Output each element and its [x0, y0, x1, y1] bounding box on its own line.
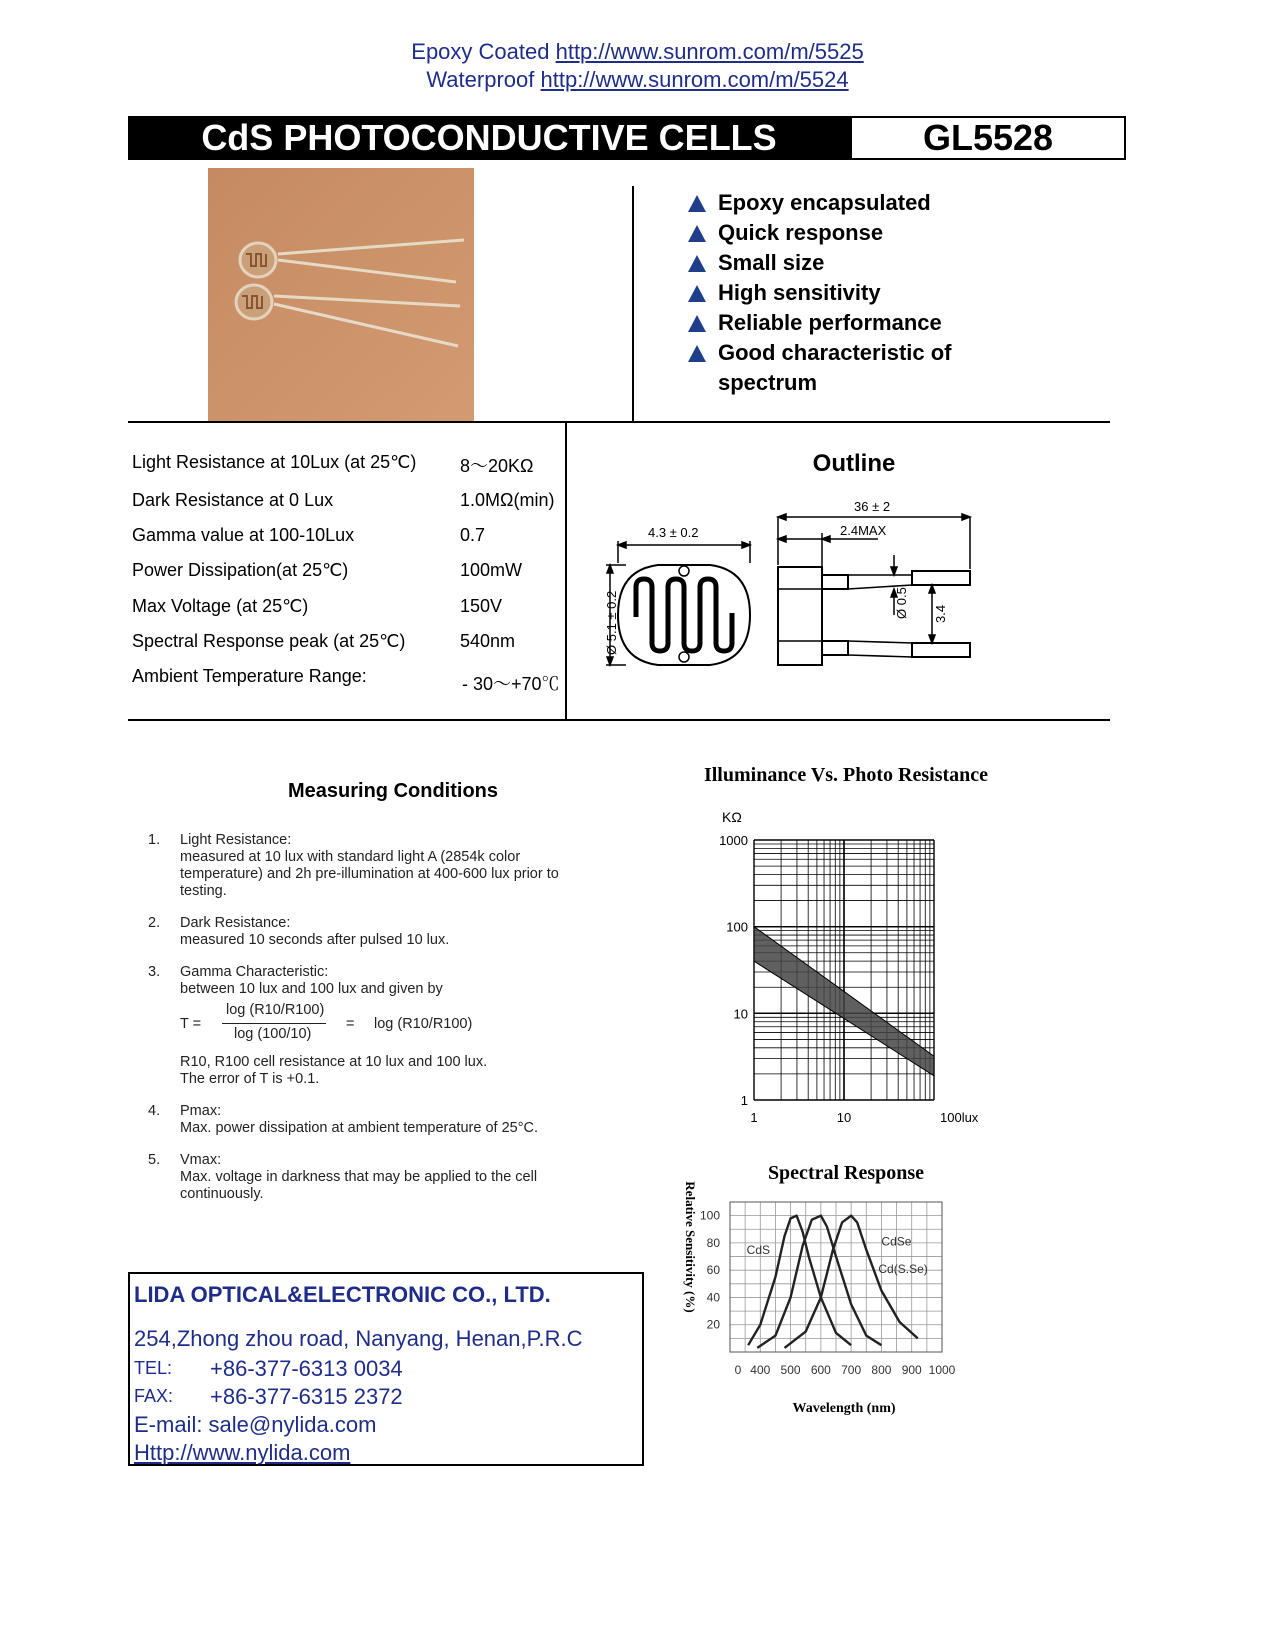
feature-item: High sensitivity: [688, 278, 952, 308]
terminal-hole-bottom: [679, 652, 689, 662]
spec-divider: [565, 422, 567, 720]
spec-row: Power Dissipation(at 25℃) 100mW: [132, 560, 523, 580]
x-tick-label: 600: [810, 1363, 831, 1377]
fraction-bar: [222, 1023, 326, 1024]
gamma-formula: T = log (R10/R100) log (100/10) = log (R10/R100): [180, 1002, 473, 1042]
waterproof-line: [0, 66, 1275, 94]
company-name: LIDA OPTICAL&ELECTRONIC CO., LTD.: [134, 1282, 551, 1307]
spectral-chart: [668, 1181, 1008, 1462]
triangle-bullet-icon: [688, 345, 706, 362]
chart2-title: Spectral Response: [767, 1162, 925, 1184]
spec-row: Dark Resistance at 0 Lux 1.0MΩ(min): [132, 490, 555, 510]
company-website[interactable]: Http://www.nylida.com: [134, 1440, 351, 1465]
feature-list: [688, 188, 952, 398]
x-axis-label: Wavelength (nm): [792, 1401, 896, 1416]
x-tick-label: 700: [841, 1363, 862, 1377]
serpentine-electrode: [636, 579, 732, 651]
triangle-bullet-icon: [688, 195, 706, 212]
feature-item: Good characteristic of: [688, 338, 952, 368]
legend-label: Cd(S.Se): [878, 1261, 928, 1276]
tel-number: +86-377-6313 0034: [210, 1356, 403, 1381]
dim-pitch: 3.4: [933, 604, 948, 623]
triangle-bullet-icon: [688, 315, 706, 332]
dim-diameter: Ø 5.1 ± 0.2: [604, 590, 619, 655]
spec-row: Max Voltage (at 25℃) 150V: [132, 596, 503, 616]
x-tick-label: 400: [750, 1363, 771, 1377]
feature-divider: [632, 186, 634, 422]
fax-number: +86-377-6315 2372: [210, 1384, 403, 1409]
section-rule-1: [128, 421, 1110, 423]
triangle-bullet-icon: [688, 255, 706, 272]
spec-row: Spectral Response peak (at 25℃) 540nm: [132, 631, 516, 651]
measuring-conditions-title: Measuring Conditions: [288, 780, 498, 802]
company-address: 254,Zhong zhou road, Nanyang, Henan,P.R.C: [134, 1326, 583, 1351]
y-tick-label: 60: [706, 1263, 720, 1278]
dim-length: 36 ± 2: [854, 499, 891, 514]
x-tick-label: 1000: [928, 1363, 956, 1377]
part-number: GL5528: [850, 116, 1126, 160]
illuminance-chart: [700, 800, 1000, 1130]
y-tick-label: 20: [706, 1317, 720, 1332]
x-tick-label: 10: [836, 1110, 852, 1125]
company-info: [128, 1272, 644, 1466]
y-tick-label: 80: [706, 1235, 720, 1250]
legend-label: CdS: [746, 1242, 771, 1257]
x-tick-label: 1: [750, 1110, 758, 1125]
measuring-conditions-list: [148, 832, 578, 1218]
y-axis-unit: KΩ: [722, 809, 742, 825]
header-links: [0, 38, 1275, 94]
legend-label: CdSe: [881, 1234, 912, 1249]
page-title: CdS PHOTOCONDUCTIVE CELLS: [128, 116, 850, 160]
feature-item: Small size: [688, 248, 952, 278]
y-tick-label: 100: [726, 919, 748, 935]
x-tick-label: 100lux: [940, 1110, 979, 1125]
outline-drawing: [600, 499, 1010, 695]
condition-item: 1. Light Resistance: measured at 10 lux with standard light A (2854k color temperature) and 2h pre-illumination at 400-600 lux prior to testing.: [148, 832, 559, 899]
y-axis-label: Relative Sensitivity (%): [683, 1181, 698, 1313]
cell-side-body: [778, 567, 822, 665]
fax-label: FAX:: [134, 1386, 174, 1406]
epoxy-coated-line: [0, 38, 1275, 66]
condition-item: 5. Vmax: Max. voltage in darkness that may be applied to the cell continuously.: [148, 1152, 538, 1202]
epoxy-coated-link[interactable]: http://www.sunrom.com/m/5525: [555, 39, 864, 64]
spec-row: Ambient Temperature Range: - 30～+70℃: [132, 666, 560, 694]
y-tick-label: 1000: [719, 833, 748, 848]
x-tick-label: 800: [871, 1363, 892, 1377]
lead-bottom: [822, 641, 848, 655]
spec-row: Gamma value at 100-10Lux 0.7: [132, 525, 486, 545]
triangle-bullet-icon: [688, 285, 706, 302]
feature-item-continued: spectrum: [718, 370, 818, 395]
x-tick-label: 900: [901, 1363, 922, 1377]
condition-item: 3. Gamma Characteristic: between 10 lux and 100 lux and given by T = log (R10/R100) log (100/10) = log (R10/R100) R10, R100 cell resistance at 10 lux and 100 lux. The error of T is +0.1.: [148, 964, 578, 1088]
waterproof-label: Waterproof: [426, 67, 535, 92]
section-rule-2: [128, 719, 1110, 721]
dim-lead-diameter: Ø 0.5: [894, 587, 909, 619]
feature-item: Reliable performance: [688, 308, 952, 338]
chart1-title: Illuminance Vs. Photo Resistance: [703, 764, 989, 786]
x-tick-label: 500: [780, 1363, 801, 1377]
condition-item: 4. Pmax: Max. power dissipation at ambient temperature of 25°C.: [148, 1103, 539, 1136]
waterproof-link[interactable]: http://www.sunrom.com/m/5524: [540, 67, 849, 92]
lead-top: [822, 575, 848, 589]
y-tick-label: 40: [706, 1290, 720, 1305]
dim-width: 4.3 ± 0.2: [648, 525, 699, 540]
feature-item: Epoxy encapsulated: [688, 188, 952, 218]
x-tick-label: 0: [734, 1363, 742, 1377]
terminal-hole-top: [679, 566, 689, 576]
y-tick-label: 10: [733, 1006, 748, 1022]
y-tick-label: 1: [740, 1093, 748, 1108]
dim-max: 2.4MAX: [840, 523, 887, 538]
outline-title: Outline: [812, 450, 896, 477]
spec-row: Light Resistance at 10Lux (at 25℃) 8～20KΩ: [132, 452, 534, 476]
epoxy-coated-label: Epoxy Coated: [411, 39, 550, 64]
condition-item: 2. Dark Resistance: measured 10 seconds after pulsed 10 lux.: [148, 915, 450, 948]
triangle-bullet-icon: [688, 225, 706, 242]
tel-label: TEL:: [134, 1358, 173, 1378]
product-photo: [208, 168, 474, 422]
y-tick-label: 100: [699, 1208, 720, 1223]
company-email: E-mail: sale@nylida.com: [134, 1412, 377, 1437]
feature-item: Quick response: [688, 218, 952, 248]
